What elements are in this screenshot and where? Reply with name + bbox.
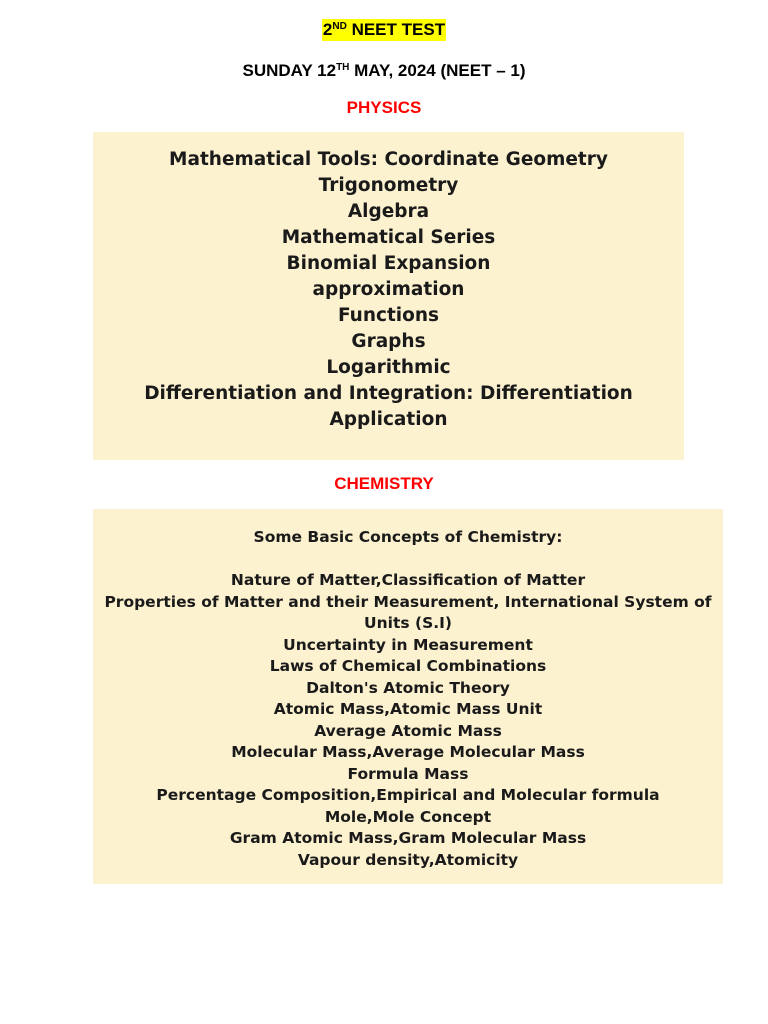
chemistry-heading: CHEMISTRY bbox=[334, 474, 434, 493]
chemistry-topic: Properties of Matter and their Measurement, International System of bbox=[104, 592, 712, 611]
physics-topic: Application bbox=[329, 409, 448, 430]
physics-topic: Logarithmic bbox=[326, 357, 451, 378]
chemistry-topic: Units (S.I) bbox=[364, 614, 452, 632]
chemistry-topic: Laws of Chemical Combinations bbox=[269, 657, 547, 675]
test-date-ordinal: TH bbox=[336, 62, 350, 73]
physics-topic: Trigonometry bbox=[318, 175, 459, 196]
physics-topic: Mathematical Series bbox=[281, 227, 496, 248]
chemistry-topic: Average Atomic Mass bbox=[314, 721, 502, 740]
physics-topic: Algebra bbox=[347, 201, 430, 222]
test-date-rest: MAY, 2024 (NEET – 1) bbox=[349, 61, 526, 80]
physics-topic: Binomial Expansion bbox=[286, 253, 491, 274]
physics-topic: approximation bbox=[312, 279, 465, 300]
test-date bbox=[0, 60, 768, 82]
physics-topic: Differentiation and Integration: Differentiation bbox=[144, 383, 633, 404]
chemistry-topic: Formula Mass bbox=[347, 764, 469, 783]
chemistry-topic: Percentage Composition,Empirical and Molecular formula bbox=[156, 786, 660, 804]
physics-topic: Functions bbox=[337, 305, 440, 326]
chemistry-topic: Dalton's Atomic Theory bbox=[306, 678, 510, 697]
physics-topic: Graphs bbox=[351, 331, 426, 352]
chemistry-topic: Uncertainty in Measurement bbox=[283, 635, 533, 654]
physics-topic: Mathematical Tools: Coordinate Geometry bbox=[169, 149, 608, 170]
chemistry-topic: Molecular Mass,Average Molecular Mass bbox=[231, 743, 585, 761]
chemistry-intro: Some Basic Concepts of Chemistry: bbox=[253, 528, 563, 546]
physics-heading: PHYSICS bbox=[346, 98, 422, 117]
test-title-number: 2 bbox=[322, 20, 333, 39]
chemistry-topic: Mole,Mole Concept bbox=[324, 807, 492, 826]
test-title-highlight bbox=[322, 19, 446, 41]
test-date-day: SUNDAY 12 bbox=[242, 61, 337, 80]
chemistry-spacer bbox=[93, 549, 723, 571]
test-title-text: NEET TEST bbox=[346, 20, 446, 39]
physics-topics-box bbox=[93, 132, 684, 460]
test-title bbox=[0, 19, 768, 41]
chemistry-topics-box bbox=[93, 509, 723, 884]
chemistry-topic: Vapour density,Atomicity bbox=[297, 850, 519, 869]
chemistry-topic: Atomic Mass,Atomic Mass Unit bbox=[273, 700, 543, 718]
chemistry-topic: Gram Atomic Mass,Gram Molecular Mass bbox=[229, 829, 587, 847]
chemistry-topic: Nature of Matter,Classification of Matter bbox=[230, 571, 586, 589]
test-title-ordinal: ND bbox=[332, 21, 347, 32]
